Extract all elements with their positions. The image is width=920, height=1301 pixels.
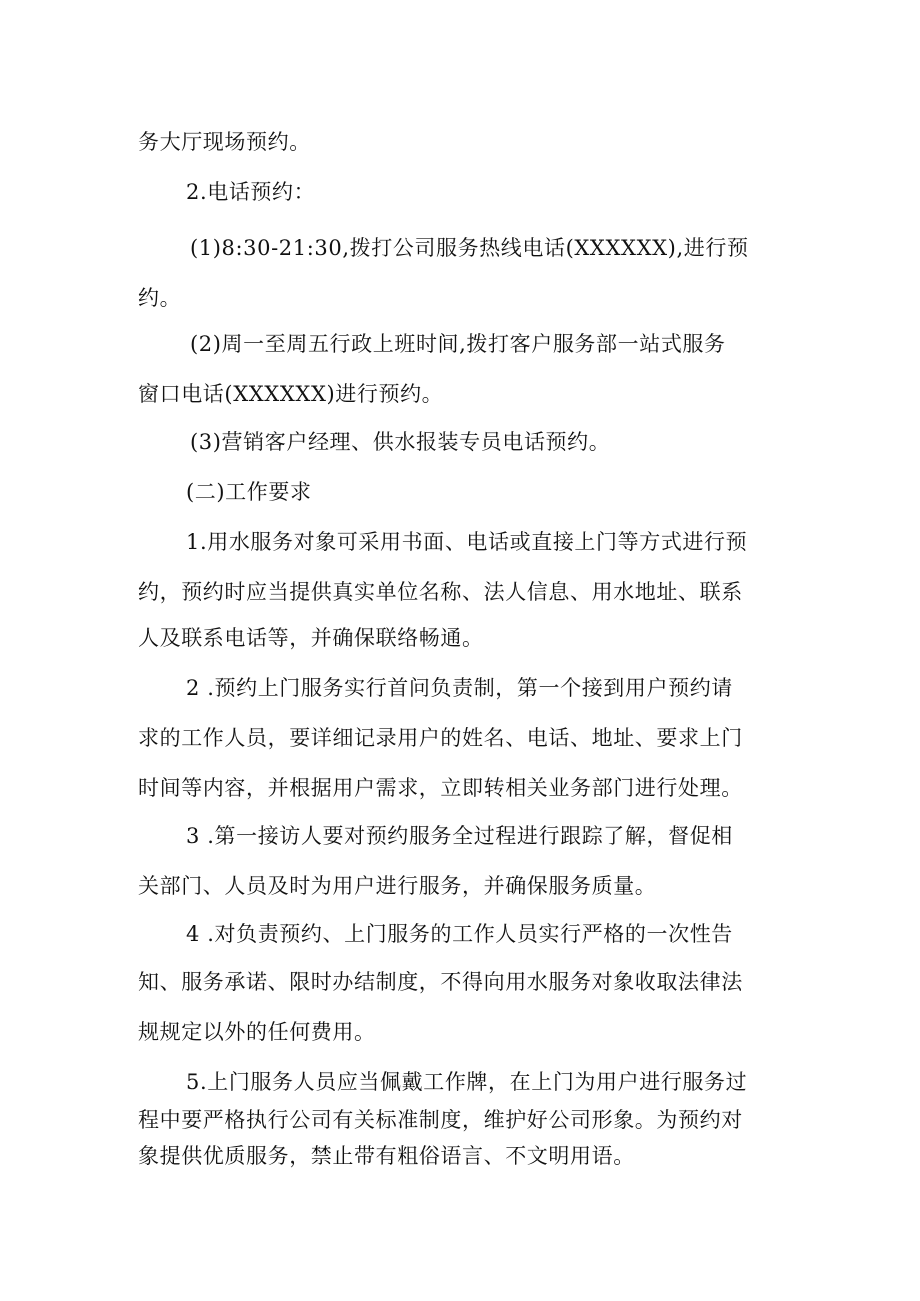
text-line: 5.上门服务人员应当佩戴工作牌，在上门为用户进行服务过 <box>186 1070 748 1094</box>
text-line: 约。 <box>138 286 182 310</box>
text-line: 知、服务承诺、限时办结制度，不得向用水服务对象收取法律法 <box>138 970 743 994</box>
text-line: 人及联系电话等，并确保联络畅通。 <box>138 626 484 650</box>
text-line: (3)营销客户经理、供水报装专员电话预约。 <box>190 430 611 454</box>
text-line: 求的工作人员，要详细记录用户的姓名、电话、地址、要求上门 <box>138 726 743 750</box>
text-line: 1.用水服务对象可采用书面、电话或直接上门等方式进行预 <box>186 530 748 554</box>
text-line: 窗口电话(XXXXXX)进行预约。 <box>138 382 444 406</box>
text-line: 约，预约时应当提供真实单位名称、法人信息、用水地址、联系 <box>138 580 743 604</box>
section-heading: (二)工作要求 <box>186 480 312 504</box>
text-line: 规规定以外的任何费用。 <box>138 1020 376 1044</box>
text-line: 程中要严格执行公司有关标准制度，维护好公司形象。为预约对 <box>138 1108 743 1132</box>
text-line: 关部门、人员及时为用户进行服务，并确保服务质量。 <box>138 874 657 898</box>
section-heading: 2.电话预约： <box>186 180 316 204</box>
text-line: (2)周一至周五行政上班时间,拨打客户服务部一站式服务 <box>190 332 726 356</box>
text-line: 时间等内容，并根据用户需求，立即转相关业务部门进行处理。 <box>138 776 743 800</box>
text-line: (1)8:30-21:30,拨打公司服务热线电话(XXXXXX),进行预 <box>190 236 749 260</box>
text-line: 象提供优质服务，禁止带有粗俗语言、不文明用语。 <box>138 1144 635 1168</box>
text-line: 2 .预约上门服务实行首问负责制，第一个接到用户预约请 <box>186 676 733 700</box>
text-line: 务大厅现场预约。 <box>138 130 311 154</box>
text-line: 4 .对负责预约、上门服务的工作人员实行严格的一次性告 <box>186 922 733 946</box>
text-line: 3 .第一接访人要对预约服务全过程进行跟踪了解，督促相 <box>186 824 733 848</box>
